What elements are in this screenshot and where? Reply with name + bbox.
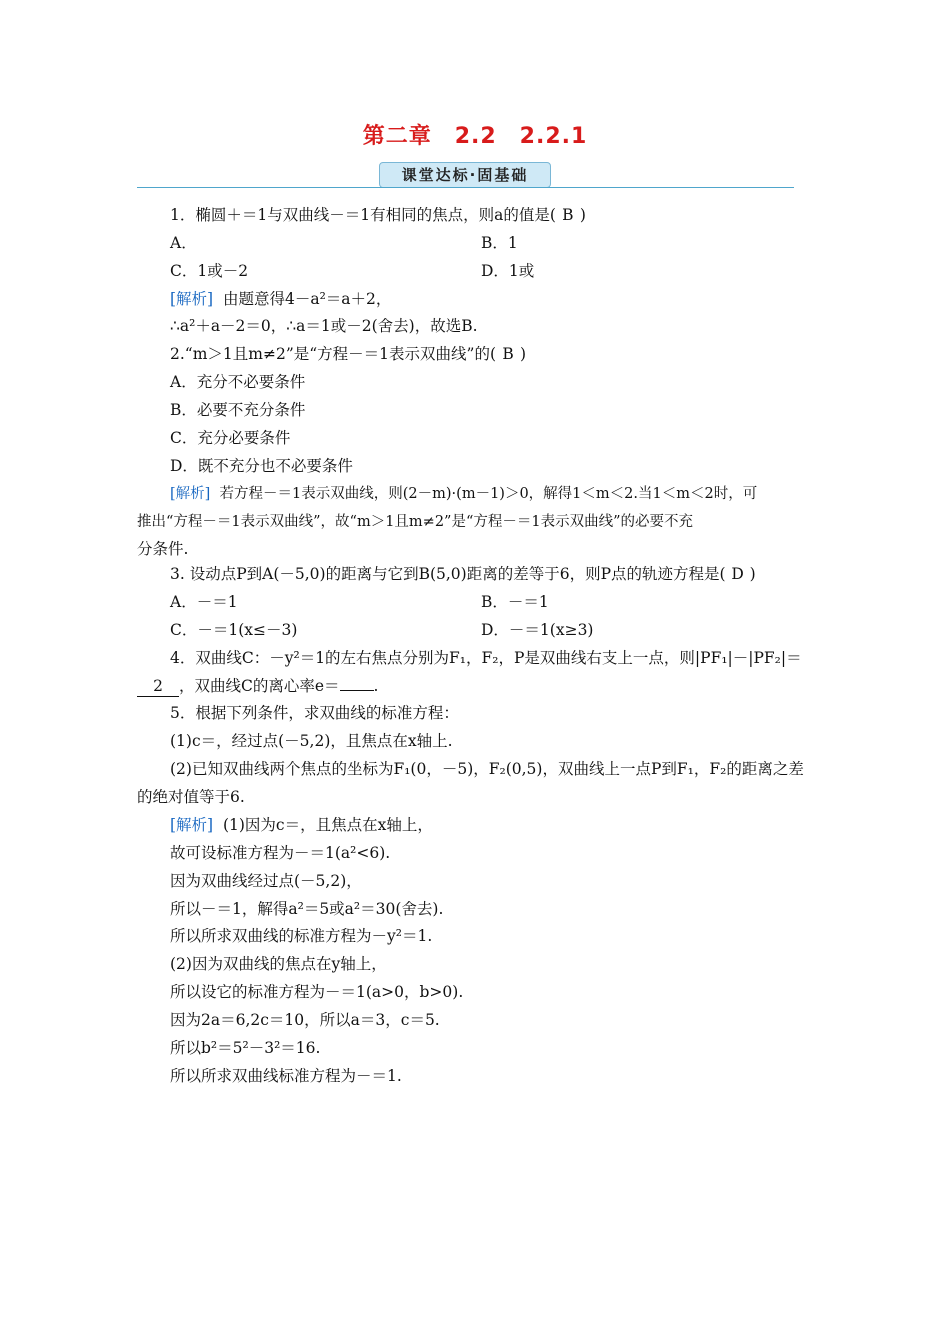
q2-analysis-line-2: 推出“方程－＝1表示双曲线”，故“m＞1且m≠2”是“方程－＝1表示双曲线”的必要不充 bbox=[137, 514, 694, 530]
q1-analysis-line-1: 由题意得4－a²＝a＋2， bbox=[222, 290, 392, 308]
q5-analysis bbox=[170, 815, 433, 835]
q1-option-a: A． bbox=[170, 234, 197, 252]
q5-analysis-line-7: 因为2a＝6,2c＝10，所以a＝3，c＝5. bbox=[170, 1011, 440, 1029]
q5-analysis-line-9: 所以所求双曲线标准方程为－＝1. bbox=[170, 1067, 402, 1085]
question-5-line-2: (1)c＝，经过点(－5,2)，且焦点在x轴上. bbox=[170, 732, 453, 750]
q5-analysis-line-2: 因为双曲线经过点(－5,2)， bbox=[170, 872, 362, 890]
q2-option-d: D．既不充分也不必要条件 bbox=[170, 457, 353, 475]
q1-close: ) bbox=[579, 206, 586, 224]
q4-line-2-end: . bbox=[373, 677, 379, 695]
q1-analysis-line-2: ∴a²＋a－2＝0，∴a＝1或－2(舍去)，故选B. bbox=[170, 317, 478, 335]
question-4-line-1: 4．双曲线C：－y²＝1的左右焦点分别为F₁，F₂，P是双曲线右支上一点，则|PF₁|－|PF₂|＝ bbox=[170, 649, 802, 667]
q2-option-c: C．充分必要条件 bbox=[170, 429, 291, 447]
header-divider bbox=[137, 187, 794, 188]
q3-answer: D bbox=[731, 565, 744, 583]
q2-analysis-line-3: 分条件. bbox=[137, 540, 189, 558]
q5-analysis-line-5: (2)因为双曲线的焦点在y轴上， bbox=[170, 955, 387, 973]
q4-answer-blank: 2 bbox=[137, 676, 179, 697]
q2-close: ) bbox=[520, 345, 527, 363]
q3-option-a: A．－＝1 bbox=[170, 593, 238, 611]
q2-answer: B bbox=[502, 345, 514, 363]
question-5-line-4: 的绝对值等于6. bbox=[137, 788, 245, 806]
chapter-title: 第二章 2.2 2.2.1 bbox=[362, 124, 588, 149]
q3-option-b: B．－＝1 bbox=[481, 593, 549, 611]
q2-analysis-line-1: 若方程－＝1表示双曲线，则(2－m)·(m－1)＞0，解得1＜m＜2.当1＜m＜2时，可 bbox=[219, 486, 758, 502]
q3-close: ) bbox=[749, 565, 756, 583]
q5-analysis-tag: [解析] bbox=[170, 816, 214, 834]
q3-option-d: D．－＝1(x≥3) bbox=[481, 621, 594, 639]
q3-stem-text: 3. 设动点P到A(－5,0)的距离与它到B(5,0)距离的差等于6，则P点的轨迹方程是( bbox=[170, 565, 726, 583]
q2-option-b: B．必要不充分条件 bbox=[170, 401, 306, 419]
q4-eccentricity-blank bbox=[340, 690, 374, 691]
q1-option-d: D．1或 bbox=[481, 262, 535, 280]
q1-answer: B bbox=[562, 206, 574, 224]
q2-stem-text: 2.“m＞1且m≠2”是“方程－＝1表示双曲线”的( bbox=[170, 345, 497, 363]
q5-analysis-line-1: 故可设标准方程为－＝1(a²<6). bbox=[170, 844, 391, 862]
q5-analysis-line-6: 所以设它的标准方程为－＝1(a>0，b>0). bbox=[170, 983, 464, 1001]
q1-option-b: B．1 bbox=[481, 234, 518, 252]
q1-stem-text: 1．椭圆＋＝1与双曲线－＝1有相同的焦点，则a的值是( bbox=[170, 206, 556, 224]
q2-analysis-tag: [解析] bbox=[170, 486, 211, 502]
question-1-stem bbox=[170, 205, 586, 225]
q5-analysis-line-8: 所以b²＝5²－3²＝16. bbox=[170, 1039, 321, 1057]
question-4-line-2 bbox=[137, 676, 378, 696]
q1-option-c: C．1或－2 bbox=[170, 262, 249, 280]
q2-analysis bbox=[170, 484, 757, 504]
question-3-stem bbox=[170, 564, 756, 584]
q3-option-c: C．－＝1(x≤－3) bbox=[170, 621, 298, 639]
q5-analysis-line-4: 所以所求双曲线的标准方程为－y²＝1. bbox=[170, 927, 433, 945]
question-2-stem bbox=[170, 344, 526, 364]
q5-analysis-line-3: 所以－＝1，解得a²＝5或a²＝30(舍去). bbox=[170, 900, 444, 918]
q4-line-2-text: ，双曲线C的离心率e＝ bbox=[179, 677, 340, 695]
q2-option-a: A．充分不必要条件 bbox=[170, 373, 306, 391]
question-5-line-3: (2)已知双曲线两个焦点的坐标为F₁(0，－5)，F₂(0,5)，双曲线上一点P到F₁，F₂的距离之差 bbox=[170, 760, 804, 778]
section-badge: 课堂达标·固基础 bbox=[379, 162, 551, 188]
q1-analysis bbox=[170, 289, 391, 309]
q1-analysis-tag: [解析] bbox=[170, 290, 214, 308]
question-5-line-1: 5．根据下列条件，求双曲线的标准方程： bbox=[170, 704, 459, 722]
q5-analysis-first: (1)因为c＝，且焦点在x轴上， bbox=[222, 816, 433, 834]
